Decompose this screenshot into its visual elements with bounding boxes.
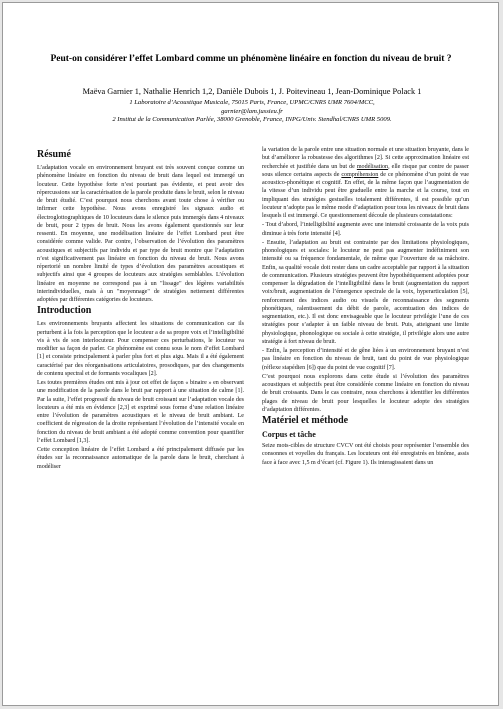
left-column	[37, 148, 244, 472]
right-column	[262, 146, 469, 468]
affiliation-2: 2 Institut de la Communication Parlée, 38000 Grenoble, France, INPG/Univ. Stendhal/CNRS UMR 5009.	[112, 116, 392, 124]
resume-paragraph: L’adaptation vocale en environnement bruyant est très souvent conçue comme un phénomène linéaire en fonction du niveau de bruit dans lequel est immergé un locuteur. Cette hypothèse forte n’est pourtant pas évidente, et peut avoir des répercussions sur la caractérisation de la parole produite dans le bruit, selon le niveau de bruit étudié. C’est pourquoi nous cherchons avant toute chose à vérifier ou infirmer cette hypothèse. Nous avons enregistré les signaux audio et électroglottographiques de 10 locuteurs dans le silence puis immergés dans 4 niveaux de bruit, pour 2 types de bruit. Nous les avons également questionnés sur leur ressenti. En moyenne, une modélisation linéaire de l’effet Lombard peut être considérée comme valide. Par contre, l’observation de l’évolution des paramètres acoustiques et subjectifs par individu et par type de bruit montre que l’adaptation n’est significativement pas linéaire en fonction du niveau de bruit. Nous avons répertorié un nombre limité de types d’évolution des paramètres acoustiques et subjectifs ainsi que 4 groupes de locuteurs aux stratégies semblables. L’évolution linéaire en moyenne ne correspond pas à un "lissage" des légères variabilités interindividuelles, mais à un "moyennage" de stratégies nettement différentes adoptées par différentes catégories de locuteurs.	[37, 165, 244, 303]
text-run: la variation de la parole entre une situation normale et une situation bruyante, dans le but d’améliorer la robustesse des algorithmes [2]. Si cette approximation linéaire est recherchée et justifiée dans un but de	[262, 147, 469, 170]
materiel-heading: Matériel et méthode	[262, 415, 349, 426]
right-paragraph-2: C’est pourquoi nous explorons dans cette étude si l’évolution des paramètres acoustiques et subjectifs peut être considérée comme linéaire en fonction du niveau de bruit croissants. Dans le cas contraire, nous cherchons à identifier les différentes plages de niveau de bruit pour lesquelles le locuteur adopte des stratégies d’adaptation différentes.	[262, 373, 469, 413]
paper-title: Peut-on considérer l’effet Lombard comme un phénomène linéaire en fonction du niveau de bruit ?	[50, 54, 452, 64]
text-run: , elle risque par contre de passer sous silence certains aspects de	[262, 163, 469, 178]
right-paragraph-3: Seize mots-cibles de structure CVCV ont été choisis pour représenter l’ensemble des consonnes et voyelles du français. Les locuteurs ont été enregistrés en binôme, assis face à face avec 1,5 m d’écart (cf. Figure 1). Ils interagissaient dans un	[262, 443, 469, 466]
underlined-term-modelisation: modélisation	[356, 163, 389, 170]
intro-paragraph-1: Les environnements bruyants affectent les situations de communication car ils perturbent à la fois la perception que le locuteur a de sa propre voix et l’intelligibilité vis à vis de son interlocuteur. Pour compenser ces perturbations, le locuteur va modifier sa façon de parler. Ce phénomène est connu sous le nom d’effet Lombard [1] et consiste principalement à parler plus fort et plus aigu. Mais il a été également caractérisé par des réorganisations articulatoires, prosodiques, par des changements de contenu spectral et de formants vocaliques [2].	[37, 321, 244, 377]
bullet-perception: - Enfin, la perception d’intensité et de gêne liées à un environnement bruyant n’est pas linéaire en fonction du niveau de bruit, tant du point de vue physiologique (réflexe stapédien [6]) que du point de vue cognitif [7].	[262, 348, 469, 371]
underlined-term-comprehension: compréhension	[341, 171, 379, 178]
intro-paragraph-2: Les toutes premières études ont mis à jour cet effet de façon « binaire » en observant une modification de la parole dans le bruit par rapport à une situation de calme [1]. Par la suite, l’effet progressif du niveau de bruit croissant sur l’adaptation vocale des locuteurs a été mis en évidence [2,3] et exprimé sous forme d’une relation linéaire entre l’évolution de paramètres acoustiques et le niveau de bruit ambiant. Le coefficient de régression de la droite représentant l’évolution de l’intensité vocale en fonction du niveau de bruit ambiant a été adopté comme convention pour quantifier l’effet Lombard [1,3].	[37, 380, 244, 444]
paper-page	[2, 2, 499, 706]
bullet-intelligibility: - Tout d’abord, l’intelligibilité augmente avec une intensité croissante de la voix puis diminue à très forte intensité [4].	[262, 222, 469, 237]
affiliation-email: garnier@lam.jussieu.fr	[221, 107, 283, 115]
resume-heading: Résumé	[37, 149, 71, 160]
text-run: de ce phénomène d’un point de vue acoustico-phonétique et cognitif. En effet, de la même façon que l’augmentation de la vitesse d’un individu peut être graduelle entre la marche et la course, tout en impliquant des stratégies gestuelles totalement différentes, il est possible qu’un locuteur n’adopte pas le même mode d’adaptation pour tous les niveaux de bruit dans lesquels il est immergé. Ce questionnement découle de plusieurs constatations:	[262, 171, 469, 219]
right-paragraph-1	[262, 146, 469, 220]
intro-paragraph-3: Cette conception linéaire de l’effet Lombard a été principalement diffusée par les études sur la reconnaissance automatique de la parole dans le bruit, cherchant à modéliser	[37, 447, 244, 470]
affiliations	[13, 99, 491, 125]
introduction-heading: Introduction	[37, 305, 92, 317]
affiliation-1: 1 Laboratoire d’Acoustique Musicale, 75015 Paris, France, UPMC/CNRS UMR 7604/MCC,	[129, 99, 375, 106]
bullet-limitations: - Ensuite, l’adaptation au bruit est contrainte par des limitations physiologiques, phonologiques et sociales: le locuteur ne peut pas augmenter indéfiniment son intensité ou sa fréquence fondamentale, de même que l’ouverture de sa mâchoire. Enfin, sa qualité vocale doit rester dans un cadre acceptable par rapport à la situation de communication. Plusieurs stratégies peuvent être hypothétiquement adoptées pour compenser la dégradation de l’intelligibilité dans le bruit (augmentation du rapport voix/bruit, augmentation de l’émergence spectrale de la voix, hyperarticulation [5], renforcement des indices audio ou visuels de reconnaissance des segments phonétiques, ralentissement du débit de parole, accentuation des indices de segmentation, etc.). Il est donc envisageable que le locuteur privilégie l’une de ces stratégies pour s’adapter à un faible niveau de bruit. Puis, atteignant une limite physiologique, phonologique ou sociale à cette stratégie, il privilégie alors une autre stratégie à fort niveau de bruit.	[262, 239, 469, 345]
corpus-subheading: Corpus et tâche	[262, 430, 316, 439]
author-list: Maëva Garnier 1, Nathalie Henrich 1,2, Danièle Dubois 1, J. Poitevineau 1, Jean-Dominique Polack 1	[82, 87, 422, 96]
